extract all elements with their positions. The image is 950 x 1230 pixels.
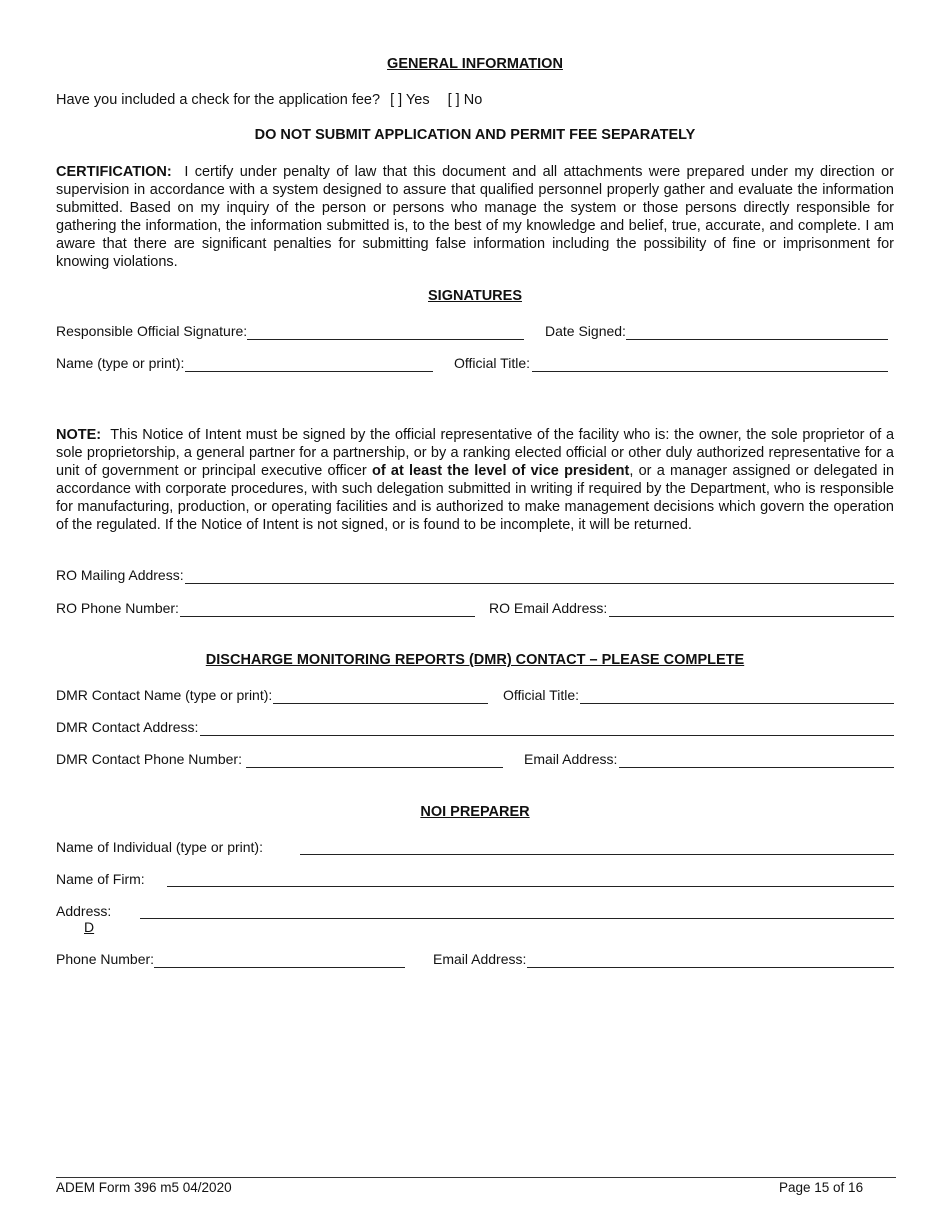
dmr-phone-label: DMR Contact Phone Number: xyxy=(56,751,242,767)
dmr-contact-name-field[interactable] xyxy=(273,703,488,704)
preparer-individual-label: Name of Individual (type or print): xyxy=(56,839,263,855)
dmr-official-title-label: Official Title: xyxy=(503,687,579,703)
certification-paragraph xyxy=(56,163,894,271)
signer-name-label: Name (type or print): xyxy=(56,355,185,371)
ro-mailing-address-field[interactable] xyxy=(185,583,894,584)
note-label: NOTE: xyxy=(56,427,102,443)
dmr-contact-name-label: DMR Contact Name (type or print): xyxy=(56,687,273,703)
note-paragraph xyxy=(56,426,894,534)
ro-phone-label: RO Phone Number: xyxy=(56,600,179,616)
official-signature-label: Responsible Official Signature: xyxy=(56,323,248,339)
dmr-address-label: DMR Contact Address: xyxy=(56,719,199,735)
fee-no-checkbox[interactable]: [ ] No xyxy=(447,92,483,108)
dmr-address-field[interactable] xyxy=(200,735,894,736)
footer-form-id: ADEM Form 396 m5 04/2020 xyxy=(56,1180,232,1195)
general-information-heading: GENERAL INFORMATION xyxy=(387,56,563,72)
certification-text: I certify under penalty of law that this document and all attachments were prepared under my direction or supervision in accordance with a system designed to assure that qualified personnel properly gather and evaluate the information submitted. Based on my inquiry of the person or persons who manage the system or those persons directly responsible for gathering the information, the information submitted is, to the best of my knowledge and belief, true, accurate, and complete. I am aware that there are significant penalties for submitting false information including the possibility of fine or imprisonment for knowing violations. xyxy=(56,164,894,270)
fee-question-label: Have you included a check for the application fee? xyxy=(56,92,381,108)
fee-question-row xyxy=(56,92,482,108)
dmr-email-label: Email Address: xyxy=(524,751,618,767)
dmr-phone-field[interactable] xyxy=(246,767,503,768)
preparer-phone-label: Phone Number: xyxy=(56,951,155,967)
separate-fee-warning: DO NOT SUBMIT APPLICATION AND PERMIT FEE SEPARATELY xyxy=(254,127,696,143)
signer-title-label: Official Title: xyxy=(454,355,530,371)
preparer-firm-field[interactable] xyxy=(167,886,894,887)
signer-title-field[interactable] xyxy=(532,371,888,372)
preparer-email-field[interactable] xyxy=(527,967,894,968)
date-signed-label: Date Signed: xyxy=(545,323,626,339)
note-text-start: This Notice of Intent must be signed by the official representative of the facility who is: the owner, the sole proprietor of a sole proprietorship, a general partner for a partnership, or by a ranking elected official or other duly authorized representative for a unit of government or principal executive officer xyxy=(56,427,895,479)
preparer-address-label: Address: xyxy=(56,903,112,919)
official-signature-field[interactable] xyxy=(247,339,524,340)
dmr-official-title-field[interactable] xyxy=(580,703,894,704)
preparer-individual-field[interactable] xyxy=(300,854,894,855)
preparer-phone-field[interactable] xyxy=(154,967,405,968)
date-signed-field[interactable] xyxy=(626,339,888,340)
footer-page-number: Page 15 of 16 xyxy=(779,1180,864,1195)
ro-mailing-address-label: RO Mailing Address: xyxy=(56,567,184,583)
certification-label: CERTIFICATION: xyxy=(56,164,172,180)
signatures-heading: SIGNATURES xyxy=(428,288,522,304)
preparer-address-field[interactable] xyxy=(140,918,894,919)
stray-mark-d: D xyxy=(84,919,95,935)
note-text-bold: of at least the level of vice president xyxy=(371,463,630,479)
dmr-heading: DISCHARGE MONITORING REPORTS (DMR) CONTACT – PLEASE COMPLETE xyxy=(205,652,745,668)
preparer-firm-label: Name of Firm: xyxy=(56,871,145,887)
note-text-end: , or a manager assigned or delegated in accordance with corporate procedures, with such delegation submitted in writing if required by the Department, who is responsible for manufacturing, production, or operating facilities and is authorized to make management decisions which govern the operation of the regulated. If the Notice of Intent is not signed, or is found to be incomplete, it will be returned. xyxy=(56,463,895,533)
noi-preparer-heading: NOI PREPARER xyxy=(420,804,530,820)
ro-email-label: RO Email Address: xyxy=(489,600,608,616)
ro-phone-field[interactable] xyxy=(180,616,475,617)
preparer-email-label: Email Address: xyxy=(433,951,527,967)
fee-yes-checkbox[interactable]: [ ] Yes xyxy=(390,92,430,108)
dmr-email-field[interactable] xyxy=(619,767,894,768)
signer-name-field[interactable] xyxy=(185,371,433,372)
footer-divider xyxy=(56,1177,896,1178)
ro-email-field[interactable] xyxy=(609,616,894,617)
